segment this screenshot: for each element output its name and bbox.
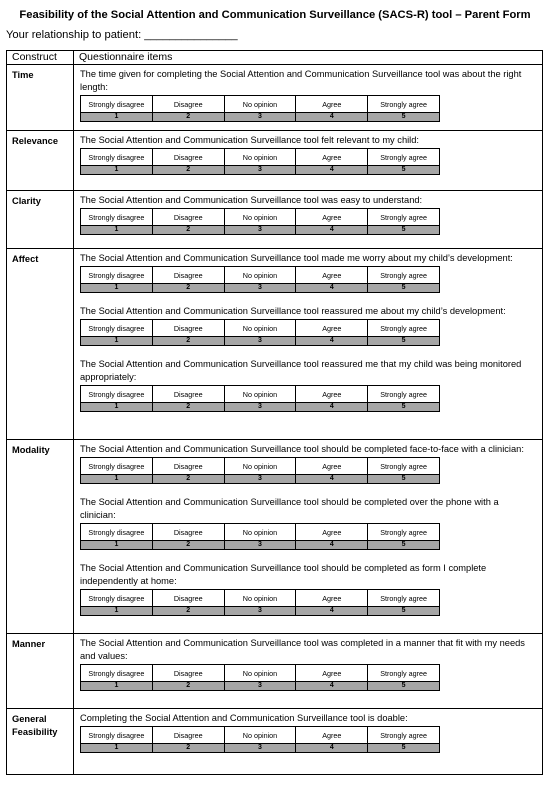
- scale-number[interactable]: 4: [296, 744, 368, 753]
- scale-number[interactable]: 5: [368, 226, 440, 235]
- scale-number[interactable]: 5: [368, 337, 440, 346]
- scale-number[interactable]: 2: [152, 682, 224, 691]
- questionnaire-table: [6, 50, 543, 775]
- scale-number[interactable]: 2: [152, 337, 224, 346]
- scale-labels-row: [81, 458, 440, 475]
- construct-row: [7, 131, 543, 191]
- questionnaire-items-cell: [74, 65, 543, 131]
- scale-number[interactable]: 2: [152, 475, 224, 484]
- scale-numbers-row: [81, 475, 440, 484]
- scale-number[interactable]: 4: [296, 475, 368, 484]
- scale-option[interactable]: No opinion: [224, 267, 296, 284]
- scale-number[interactable]: 1: [81, 166, 153, 175]
- scale-number[interactable]: 2: [152, 607, 224, 616]
- construct-name: General Feasibility: [7, 709, 74, 775]
- construct-row: [7, 249, 543, 440]
- scale-option[interactable]: Strongly disagree: [81, 149, 153, 166]
- likert-scale: [80, 319, 440, 346]
- scale-number[interactable]: 3: [224, 682, 296, 691]
- questionnaire-items-cell: [74, 131, 543, 191]
- scale-number[interactable]: 2: [152, 541, 224, 550]
- scale-labels-row: [81, 149, 440, 166]
- scale-number[interactable]: 1: [81, 541, 153, 550]
- likert-scale: [80, 208, 440, 235]
- items-header: Questionnaire items: [74, 51, 543, 65]
- scale-option[interactable]: Disagree: [152, 96, 224, 113]
- likert-scale: [80, 523, 440, 550]
- scale-option[interactable]: Strongly disagree: [81, 209, 153, 226]
- scale-option[interactable]: No opinion: [224, 149, 296, 166]
- scale-number[interactable]: 5: [368, 284, 440, 293]
- scale-option[interactable]: Strongly agree: [368, 267, 440, 284]
- scale-option[interactable]: Agree: [296, 209, 368, 226]
- scale-numbers-row: [81, 166, 440, 175]
- construct-row: [7, 634, 543, 709]
- questionnaire-items-cell: [74, 249, 543, 440]
- construct-name: Relevance: [7, 131, 74, 191]
- scale-option[interactable]: Strongly agree: [368, 458, 440, 475]
- scale-option[interactable]: Strongly disagree: [81, 524, 153, 541]
- scale-labels-row: [81, 727, 440, 744]
- scale-option[interactable]: Agree: [296, 727, 368, 744]
- scale-number[interactable]: 3: [224, 475, 296, 484]
- scale-number[interactable]: 1: [81, 682, 153, 691]
- scale-number[interactable]: 1: [81, 284, 153, 293]
- scale-number[interactable]: 3: [224, 337, 296, 346]
- construct-header: Construct: [7, 51, 74, 65]
- scale-option[interactable]: Disagree: [152, 149, 224, 166]
- question-text: The Social Attention and Communication Surveillance tool was easy to understand:: [80, 195, 423, 205]
- construct-row: [7, 709, 543, 775]
- scale-option[interactable]: No opinion: [224, 320, 296, 337]
- scale-option[interactable]: Strongly agree: [368, 524, 440, 541]
- scale-number[interactable]: 5: [368, 682, 440, 691]
- scale-labels-row: [81, 524, 440, 541]
- construct-name: Affect: [7, 249, 74, 440]
- scale-option[interactable]: Disagree: [152, 458, 224, 475]
- scale-option[interactable]: No opinion: [224, 727, 296, 744]
- scale-option[interactable]: No opinion: [224, 665, 296, 682]
- questionnaire-items-cell: [74, 634, 543, 709]
- scale-number[interactable]: 1: [81, 226, 153, 235]
- construct-row: [7, 65, 543, 131]
- questionnaire-items-cell: [74, 191, 543, 249]
- scale-option[interactable]: Disagree: [152, 209, 224, 226]
- scale-numbers-row: [81, 682, 440, 691]
- question-text: The Social Attention and Communication Surveillance tool should be completed as form I complete independently at home:: [80, 563, 487, 586]
- scale-labels-row: [81, 665, 440, 682]
- scale-option[interactable]: Disagree: [152, 320, 224, 337]
- scale-number[interactable]: 1: [81, 475, 153, 484]
- scale-number[interactable]: 3: [224, 607, 296, 616]
- scale-number[interactable]: 3: [224, 744, 296, 753]
- scale-option[interactable]: Strongly agree: [368, 590, 440, 607]
- question-text: The Social Attention and Communication Surveillance tool felt relevant to my child:: [80, 135, 419, 145]
- relationship-field[interactable]: Your relationship to patient: _______________: [6, 29, 238, 41]
- likert-scale: [80, 385, 440, 412]
- question-text: Completing the Social Attention and Communication Surveillance tool is doable:: [80, 713, 408, 723]
- scale-number[interactable]: 3: [224, 113, 296, 122]
- scale-number[interactable]: 4: [296, 284, 368, 293]
- scale-number[interactable]: 2: [152, 744, 224, 753]
- scale-option[interactable]: Strongly agree: [368, 665, 440, 682]
- question-text: The Social Attention and Communication Surveillance tool should be completed over the phone with a clinician:: [80, 497, 499, 520]
- scale-numbers-row: [81, 113, 440, 122]
- likert-scale: [80, 148, 440, 175]
- scale-option[interactable]: Disagree: [152, 267, 224, 284]
- scale-number[interactable]: 5: [368, 403, 440, 412]
- likert-scale: [80, 664, 440, 691]
- form-title: Feasibility of the Social Attention and Communication Surveillance (SACS-R) tool – Parent Form: [19, 9, 531, 21]
- scale-option[interactable]: Disagree: [152, 727, 224, 744]
- scale-option[interactable]: Agree: [296, 524, 368, 541]
- construct-row: [7, 191, 543, 249]
- scale-option[interactable]: Disagree: [152, 590, 224, 607]
- scale-numbers-row: [81, 284, 440, 293]
- scale-number[interactable]: 5: [368, 166, 440, 175]
- likert-scale: [80, 589, 440, 616]
- scale-option[interactable]: No opinion: [224, 96, 296, 113]
- scale-option[interactable]: Strongly agree: [368, 386, 440, 403]
- scale-option[interactable]: No opinion: [224, 590, 296, 607]
- scale-number[interactable]: 1: [81, 403, 153, 412]
- scale-option[interactable]: Strongly disagree: [81, 96, 153, 113]
- scale-option[interactable]: Strongly agree: [368, 320, 440, 337]
- scale-number[interactable]: 5: [368, 475, 440, 484]
- scale-option[interactable]: Agree: [296, 590, 368, 607]
- scale-number[interactable]: 3: [224, 403, 296, 412]
- question-text: The Social Attention and Communication Surveillance tool was completed in a manner that fit with my needs and values:: [80, 638, 525, 661]
- scale-numbers-row: [81, 337, 440, 346]
- scale-option[interactable]: Disagree: [152, 524, 224, 541]
- likert-scale: [80, 726, 440, 753]
- question-text: The Social Attention and Communication Surveillance tool reassured me about my child’s development:: [80, 306, 506, 316]
- construct-row: [7, 440, 543, 634]
- scale-option[interactable]: No opinion: [224, 209, 296, 226]
- scale-option[interactable]: Disagree: [152, 665, 224, 682]
- scale-number[interactable]: 4: [296, 113, 368, 122]
- scale-number[interactable]: 3: [224, 166, 296, 175]
- scale-labels-row: [81, 267, 440, 284]
- scale-number[interactable]: 4: [296, 607, 368, 616]
- scale-number[interactable]: 2: [152, 284, 224, 293]
- scale-number[interactable]: 1: [81, 337, 153, 346]
- scale-number[interactable]: 5: [368, 541, 440, 550]
- scale-option[interactable]: Agree: [296, 458, 368, 475]
- construct-name: Clarity: [7, 191, 74, 249]
- scale-numbers-row: [81, 744, 440, 753]
- scale-number[interactable]: 2: [152, 403, 224, 412]
- table-header-row: [7, 51, 543, 65]
- scale-numbers-row: [81, 403, 440, 412]
- scale-option[interactable]: Disagree: [152, 386, 224, 403]
- scale-option[interactable]: Strongly agree: [368, 96, 440, 113]
- scale-number[interactable]: 5: [368, 113, 440, 122]
- questionnaire-items-cell: [74, 709, 543, 775]
- scale-number[interactable]: 5: [368, 744, 440, 753]
- construct-name: Modality: [7, 440, 74, 634]
- scale-option[interactable]: Strongly disagree: [81, 727, 153, 744]
- scale-number[interactable]: 4: [296, 403, 368, 412]
- scale-number[interactable]: 4: [296, 682, 368, 691]
- questionnaire-items-cell: [74, 440, 543, 634]
- scale-option[interactable]: Agree: [296, 386, 368, 403]
- scale-option[interactable]: Agree: [296, 267, 368, 284]
- scale-option[interactable]: Strongly disagree: [81, 267, 153, 284]
- question-text: The Social Attention and Communication Surveillance tool reassured me that my child was being monitored appropriately:: [80, 359, 522, 382]
- scale-number[interactable]: 1: [81, 744, 153, 753]
- construct-name: Time: [7, 65, 74, 131]
- question-text: The time given for completing the Social Attention and Communication Surveillance tool was about the right length:: [80, 69, 522, 92]
- scale-option[interactable]: Strongly disagree: [81, 665, 153, 682]
- scale-numbers-row: [81, 607, 440, 616]
- scale-number[interactable]: 4: [296, 166, 368, 175]
- scale-option[interactable]: Agree: [296, 320, 368, 337]
- scale-option[interactable]: Strongly agree: [368, 149, 440, 166]
- scale-option[interactable]: No opinion: [224, 524, 296, 541]
- scale-labels-row: [81, 590, 440, 607]
- scale-option[interactable]: Strongly disagree: [81, 320, 153, 337]
- scale-number[interactable]: 1: [81, 607, 153, 616]
- likert-scale: [80, 266, 440, 293]
- scale-number[interactable]: 2: [152, 166, 224, 175]
- scale-number[interactable]: 4: [296, 337, 368, 346]
- scale-number[interactable]: 3: [224, 284, 296, 293]
- scale-option[interactable]: No opinion: [224, 386, 296, 403]
- scale-labels-row: [81, 320, 440, 337]
- scale-number[interactable]: 3: [224, 226, 296, 235]
- question-text: The Social Attention and Communication Surveillance tool made me worry about my child’s development:: [80, 253, 513, 263]
- scale-number[interactable]: 2: [152, 113, 224, 122]
- scale-option[interactable]: Strongly agree: [368, 209, 440, 226]
- scale-number[interactable]: 2: [152, 226, 224, 235]
- scale-number[interactable]: 4: [296, 541, 368, 550]
- scale-numbers-row: [81, 226, 440, 235]
- scale-number[interactable]: 1: [81, 113, 153, 122]
- scale-number[interactable]: 5: [368, 607, 440, 616]
- scale-labels-row: [81, 386, 440, 403]
- scale-option[interactable]: Agree: [296, 665, 368, 682]
- scale-option[interactable]: Strongly disagree: [81, 590, 153, 607]
- scale-option[interactable]: Strongly disagree: [81, 386, 153, 403]
- scale-option[interactable]: No opinion: [224, 458, 296, 475]
- scale-option[interactable]: Agree: [296, 96, 368, 113]
- scale-number[interactable]: 4: [296, 226, 368, 235]
- scale-option[interactable]: Strongly disagree: [81, 458, 153, 475]
- scale-number[interactable]: 3: [224, 541, 296, 550]
- likert-scale: [80, 95, 440, 122]
- question-text: The Social Attention and Communication Surveillance tool should be completed face-to-face with a clinician:: [80, 444, 524, 454]
- scale-labels-row: [81, 209, 440, 226]
- likert-scale: [80, 457, 440, 484]
- scale-option[interactable]: Strongly agree: [368, 727, 440, 744]
- scale-numbers-row: [81, 541, 440, 550]
- scale-option[interactable]: Agree: [296, 149, 368, 166]
- scale-labels-row: [81, 96, 440, 113]
- construct-name: Manner: [7, 634, 74, 709]
